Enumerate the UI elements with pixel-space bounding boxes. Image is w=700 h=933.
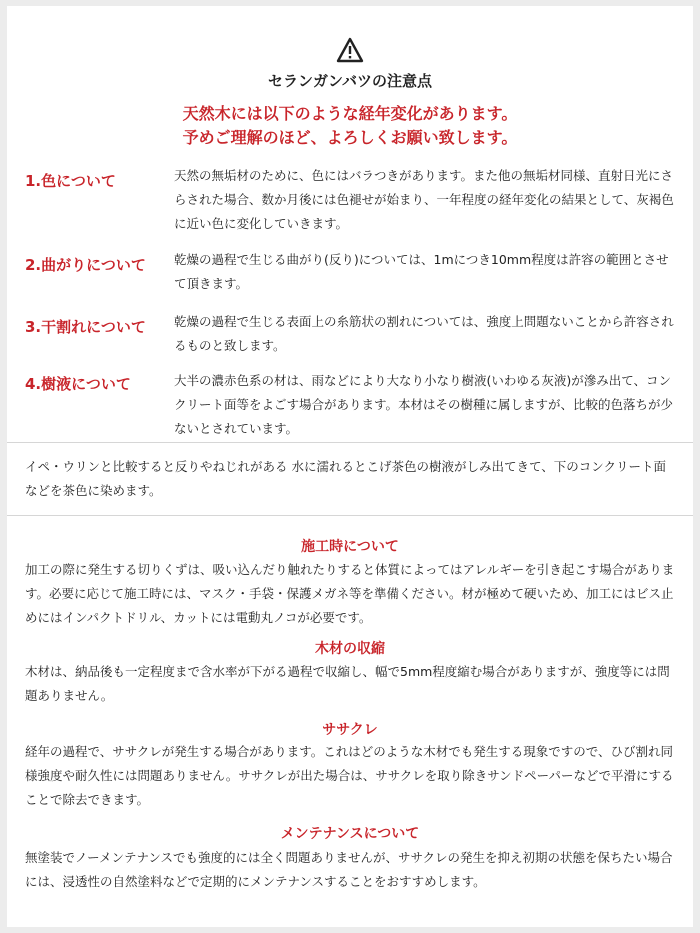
divider: [7, 442, 693, 443]
section-text: 無塗装でノーメンテナンスでも強度的には全く問題ありませんが、ササクレの発生を抑え初期の状態を保ちたい場合には、浸透性の自然塗料などで定期的にメンテナンスすることをおすすめします。: [25, 850, 673, 889]
section-heading: 施工時について: [301, 539, 399, 555]
section-text: 加工の際に発生する切りくずは、吸い込んだり触れたりすると体質によってはアレルギーを引き起こす場合があります。必要に応じて施工時には、マスク・手袋・保護メガネ等を準備ください。材が極めて硬いため、加工にはビス止めにはインパクトドリル、カットには電動丸ノコが必要です。: [25, 562, 675, 625]
section-heading: ササクレ: [322, 722, 378, 738]
item-label: 3.干割れについて: [25, 318, 146, 336]
item-text: 天然の無垢材のために、色にはバラつきがあります。また他の無垢材同様、直射日光にさらされた場合、数か月後には色褪せが始まり、一年程度の経年変化の結果として、灰褐色に近い色に変化していきます。: [174, 168, 674, 231]
item-text: 乾燥の過程で生じる曲がり(反り)については、1mにつき10mm程度は許容の範囲とさせて頂きます。: [174, 252, 669, 291]
warning-triangle-icon: [7, 37, 693, 67]
item-label: 4.樹液について: [25, 375, 131, 393]
section-heading: 木材の収縮: [315, 641, 385, 657]
comparison-note: イペ・ウリンと比較すると反りやねじれがある 水に濡れるとこげ茶色の樹液がしみ出てきて、下のコンクリート面などを茶色に染めます。: [25, 459, 666, 498]
divider: [7, 515, 693, 516]
notice-page: [7, 6, 693, 927]
item-label: 1.色について: [25, 172, 116, 190]
item-text: 大半の濃赤色系の材は、雨などにより大なり小なり樹液(いわゆる灰液)が滲み出て、コンクリート面等をよごす場合があります。本材はその樹種に属しますが、比較的色落ちが少ないとされています。: [174, 373, 674, 436]
lead-text: [7, 102, 693, 150]
lead-line-1: 天然木には以下のような経年変化があります。: [182, 104, 518, 123]
page-title: セランガンバツの注意点: [268, 72, 432, 90]
section-text: 木材は、納品後も一定程度まで含水率が下がる過程で収縮し、幅で5mm程度縮む場合がありますが、強度等には問題ありません。: [25, 664, 670, 703]
section-heading: メンテナンスについて: [280, 826, 420, 842]
item-text: 乾燥の過程で生じる表面上の糸筋状の割れについては、強度上問題ないことから許容されるものと致します。: [174, 314, 674, 353]
lead-line-2: 予めご理解のほど、よろしくお願い致します。: [182, 128, 518, 147]
item-label: 2.曲がりについて: [25, 256, 146, 274]
section-text: 経年の過程で、ササクレが発生する場合があります。これはどのような木材でも発生する現象ですので、ひび割れ同様強度や耐久性には問題ありません。ササクレが出た場合は、ササクレを取り除きサンドペーパーなどで平滑にすることで除去できます。: [25, 744, 674, 807]
